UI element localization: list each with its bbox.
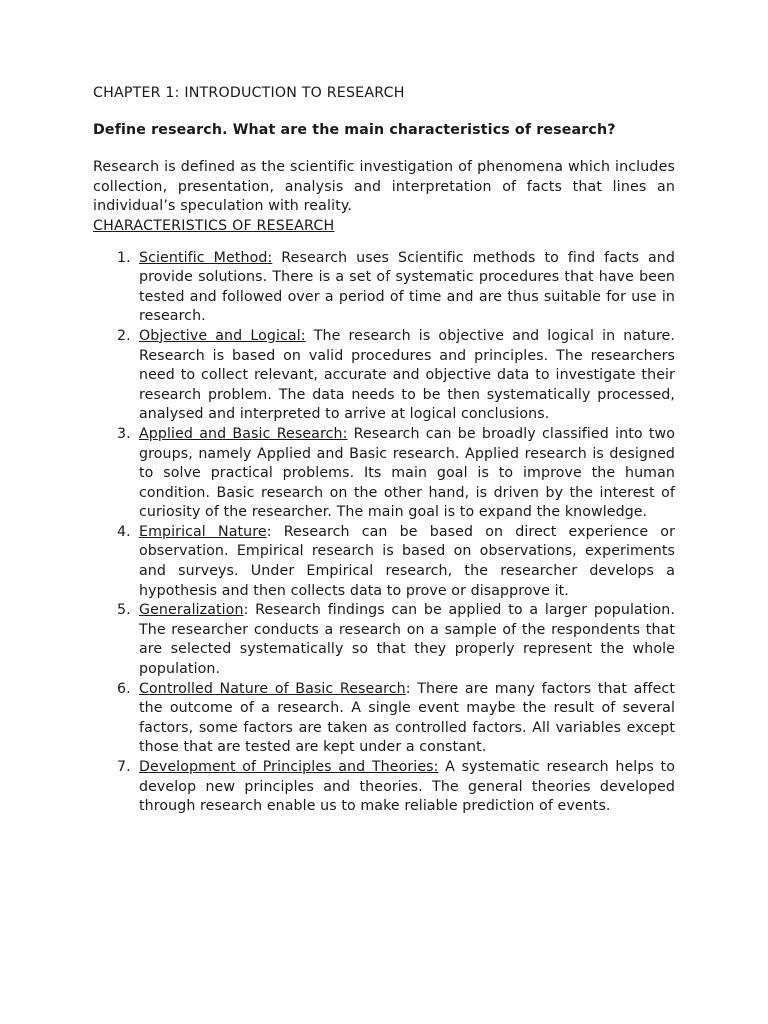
list-item-term: Applied and Basic Research: bbox=[139, 425, 348, 442]
question-heading: Define research. What are the main characteristics of research? bbox=[93, 121, 616, 138]
list-item-term: Empirical Nature bbox=[139, 523, 267, 540]
list-item-term: Generalization bbox=[139, 602, 244, 619]
list-item bbox=[93, 523, 675, 601]
list-item-term: Objective and Logical: bbox=[139, 327, 306, 344]
list-item-description: Research can be broadly classified into two groups, namely Applied and Basic research. Applied research is designed to solve practical problems. Its main goal is to improve the human condition. Basic research on the other hand, is driven by the interest of curiosity of the researcher. The main goal is to expand the knowledge. bbox=[139, 425, 675, 521]
list-item-number: 4. bbox=[117, 523, 131, 540]
list-item bbox=[93, 327, 675, 425]
list-item-number: 3. bbox=[117, 425, 131, 442]
list-item-description: : There are many factors that affect the outcome of a research. A single event maybe the result of several factors, some factors are taken as controlled factors. All variables except those that are tested are kept under a constant. bbox=[139, 680, 675, 756]
list-item bbox=[93, 680, 675, 758]
list-item-description: : Research can be based on direct experience or observation. Empirical research is based on observations, experiments and surveys. Under Empirical research, the researcher develops a hypothesis and then collects data to prove or disapprove it. bbox=[139, 523, 675, 599]
list-item-term: Scientific Method: bbox=[139, 249, 273, 266]
list-item-number: 7. bbox=[117, 759, 131, 775]
list-item-number: 2. bbox=[117, 327, 131, 344]
definition-paragraph: Research is defined as the scientific investigation of phenomena which includes collection, presentation, analysis and interpretation of facts that lines an individual’s speculation with reality. bbox=[93, 159, 675, 215]
list-item-number: 5. bbox=[117, 602, 131, 619]
document-page bbox=[93, 84, 675, 817]
chapter-title: CHAPTER 1: INTRODUCTION TO RESEARCH bbox=[93, 85, 405, 101]
list-item bbox=[93, 758, 675, 817]
list-item-description: A systematic research helps to develop new principles and theories. The general theories developed through research enable us to make reliable prediction of events. bbox=[139, 759, 675, 815]
list-item-number: 6. bbox=[117, 680, 131, 697]
section-heading: CHARACTERISTICS OF RESEARCH bbox=[93, 217, 335, 234]
list-item-term: Controlled Nature of Basic Research bbox=[139, 680, 406, 697]
list-item bbox=[93, 425, 675, 523]
list-item-description: Research uses Scientific methods to find facts and provide solutions. There is a set of systematic procedures that have been tested and followed over a period of time and are thus suitable for use in research. bbox=[139, 249, 676, 325]
list-item-description: : Research findings can be applied to a larger population. The researcher conducts a research on a sample of the respondents that are selected systematically so that they properly represent the whole population. bbox=[139, 602, 675, 678]
list-item-number: 1. bbox=[117, 249, 131, 266]
list-item bbox=[93, 249, 675, 327]
list-item-description: The research is objective and logical in nature. Research is based on valid procedures and principles. The researchers need to collect relevant, accurate and objective data to investigate their research problem. The data needs to be then systematically processed, analysed and interpreted to arrive at logical conclusions. bbox=[139, 327, 675, 423]
list-item bbox=[93, 601, 675, 679]
characteristics-list bbox=[93, 249, 675, 817]
list-item-term: Development of Principles and Theories: bbox=[139, 759, 439, 775]
